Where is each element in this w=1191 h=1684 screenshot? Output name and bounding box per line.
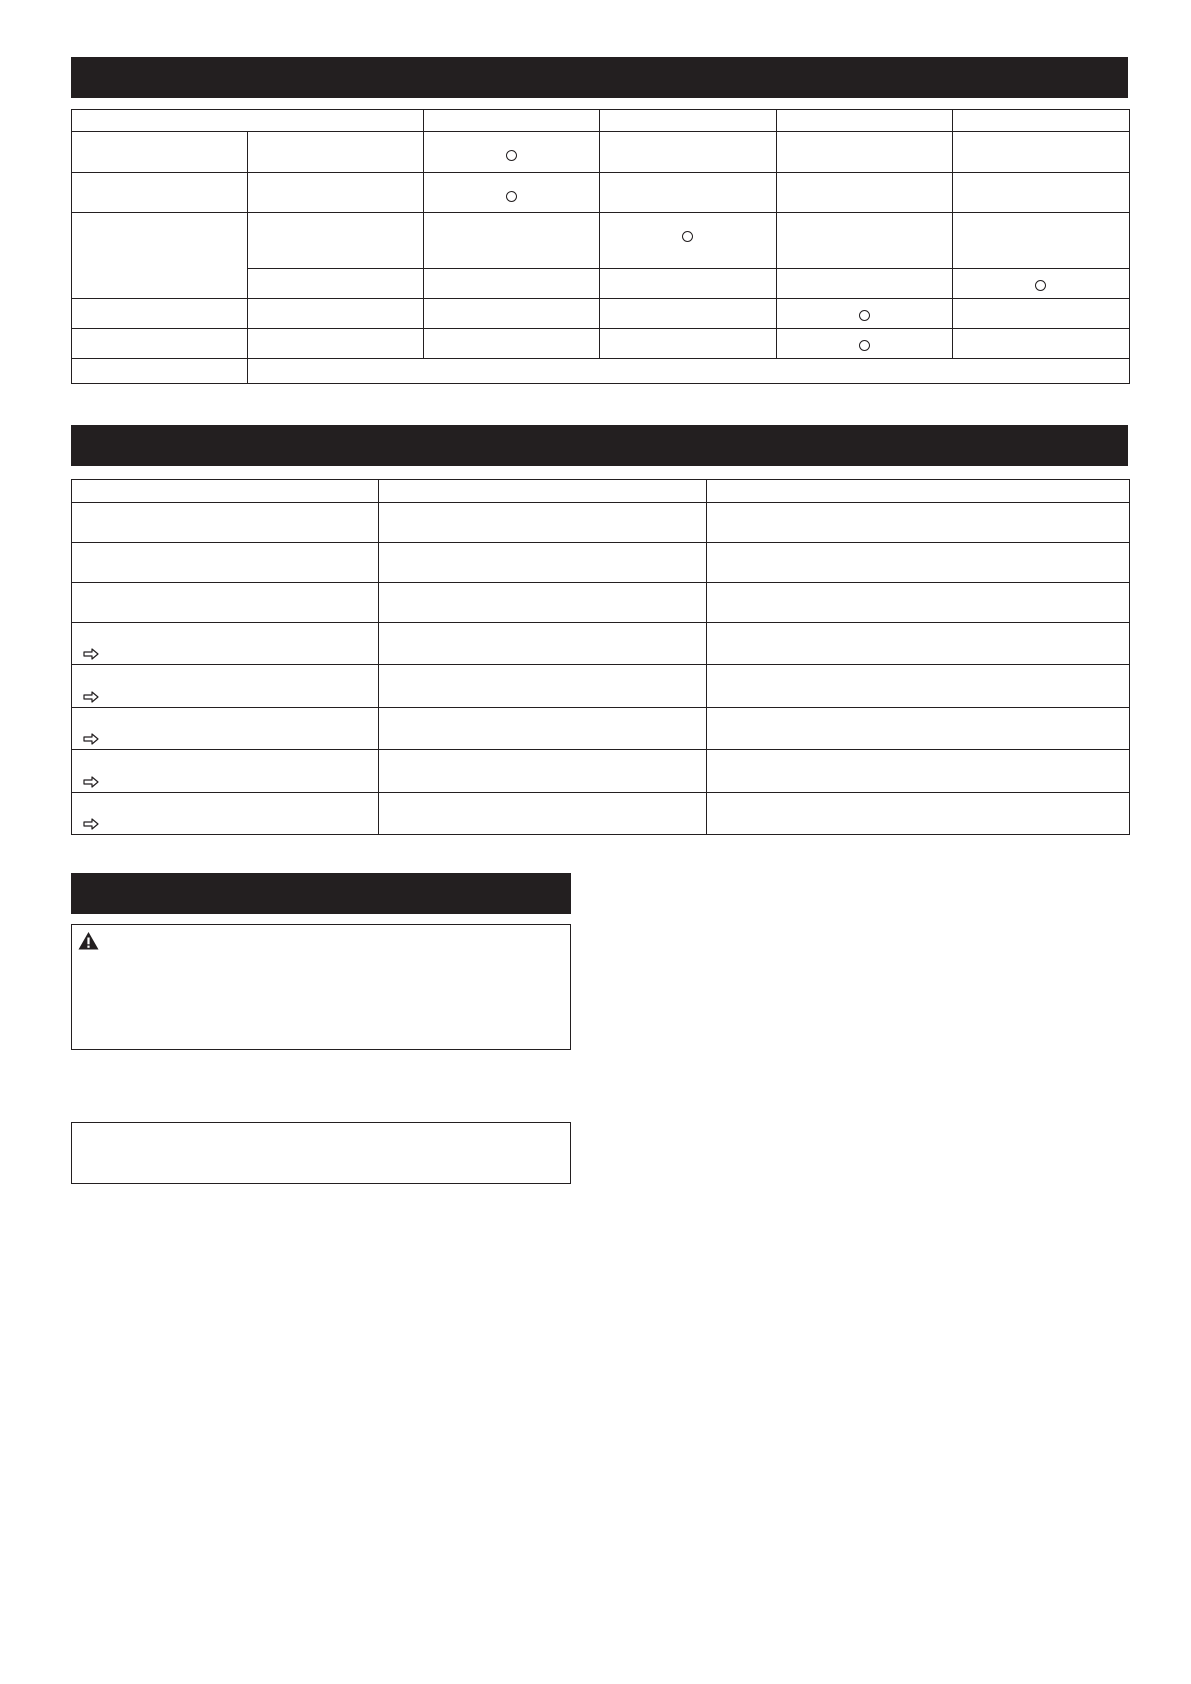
table-row bbox=[72, 623, 1130, 665]
table-cell bbox=[600, 299, 777, 329]
header-cell bbox=[72, 480, 379, 503]
table-cell bbox=[953, 299, 1130, 329]
header-cell bbox=[600, 110, 777, 132]
table-cell bbox=[424, 299, 600, 329]
header-cell bbox=[707, 480, 1130, 503]
header-cell bbox=[379, 480, 707, 503]
table-cell bbox=[600, 213, 777, 269]
table-row bbox=[72, 750, 1130, 793]
warning-box bbox=[71, 924, 571, 1050]
table-cell bbox=[72, 708, 379, 750]
table-header-row bbox=[72, 110, 1130, 132]
circle-mark-icon bbox=[506, 150, 517, 161]
table-cell bbox=[379, 665, 707, 708]
table-cell bbox=[600, 269, 777, 299]
table-cell bbox=[72, 543, 379, 583]
table-cell bbox=[72, 750, 379, 793]
table-cell bbox=[424, 213, 600, 269]
section-header-bar-1 bbox=[71, 57, 1128, 98]
table-cell bbox=[953, 329, 1130, 359]
table-cell bbox=[424, 269, 600, 299]
table-cell bbox=[424, 173, 600, 213]
table-cell bbox=[707, 708, 1130, 750]
table-cell bbox=[72, 665, 379, 708]
table-cell bbox=[379, 543, 707, 583]
row-label bbox=[72, 173, 248, 213]
table-row bbox=[72, 329, 1130, 359]
table-cell bbox=[777, 173, 953, 213]
table-cell bbox=[777, 132, 953, 173]
row-sublabel bbox=[248, 173, 424, 213]
table-cell bbox=[953, 269, 1130, 299]
table-cell bbox=[707, 750, 1130, 793]
section-header-bar-3 bbox=[71, 873, 571, 914]
table-header-row bbox=[72, 480, 1130, 503]
table-cell bbox=[424, 132, 600, 173]
table-cell bbox=[777, 299, 953, 329]
table-cell bbox=[707, 665, 1130, 708]
table-cell bbox=[953, 213, 1130, 269]
table-row bbox=[72, 359, 1130, 384]
table-cell bbox=[379, 750, 707, 793]
circle-mark-icon bbox=[682, 231, 693, 242]
table-cell bbox=[424, 329, 600, 359]
table-row bbox=[72, 132, 1130, 173]
header-cell bbox=[424, 110, 600, 132]
header-cell bbox=[72, 110, 424, 132]
table-cell bbox=[379, 503, 707, 543]
circle-mark-icon bbox=[506, 191, 517, 202]
table-cell bbox=[72, 503, 379, 543]
table-cell bbox=[600, 132, 777, 173]
row-sublabel bbox=[248, 269, 424, 299]
table-row bbox=[72, 793, 1130, 835]
troubleshooting-table bbox=[71, 479, 1130, 835]
table-row bbox=[72, 503, 1130, 543]
circle-mark-icon bbox=[1035, 280, 1046, 291]
row-sublabel bbox=[248, 299, 424, 329]
circle-mark-icon bbox=[859, 310, 870, 321]
row-sublabel bbox=[248, 132, 424, 173]
table-row bbox=[72, 213, 1130, 269]
compatibility-table bbox=[71, 109, 1130, 384]
arrow-right-icon bbox=[83, 776, 99, 788]
row-sublabel bbox=[248, 213, 424, 269]
table-row bbox=[72, 543, 1130, 583]
table-row bbox=[72, 665, 1130, 708]
table-row bbox=[72, 708, 1130, 750]
header-cell bbox=[953, 110, 1130, 132]
arrow-right-icon bbox=[83, 648, 99, 660]
row-label bbox=[72, 299, 248, 329]
arrow-right-icon bbox=[83, 733, 99, 745]
table-cell bbox=[953, 132, 1130, 173]
circle-mark-icon bbox=[859, 340, 870, 351]
table-cell bbox=[379, 708, 707, 750]
table-cell bbox=[72, 623, 379, 665]
header-cell bbox=[777, 110, 953, 132]
table-cell bbox=[777, 213, 953, 269]
table-row bbox=[72, 583, 1130, 623]
row-note bbox=[248, 359, 1130, 384]
table-cell bbox=[777, 329, 953, 359]
table-cell bbox=[707, 583, 1130, 623]
arrow-right-icon bbox=[83, 691, 99, 703]
section-header-bar-2 bbox=[71, 425, 1128, 466]
table-cell bbox=[379, 793, 707, 835]
table-cell bbox=[953, 173, 1130, 213]
table-cell bbox=[707, 793, 1130, 835]
table-cell bbox=[707, 623, 1130, 665]
row-label bbox=[72, 329, 248, 359]
table-cell bbox=[600, 329, 777, 359]
table-cell bbox=[72, 793, 379, 835]
row-label bbox=[72, 359, 248, 384]
table-row bbox=[72, 173, 1130, 213]
row-label bbox=[72, 132, 248, 173]
table-cell bbox=[379, 583, 707, 623]
table-cell bbox=[707, 543, 1130, 583]
row-label bbox=[72, 213, 248, 299]
warning-triangle-icon bbox=[78, 931, 99, 950]
table-cell bbox=[707, 503, 1130, 543]
table-cell bbox=[379, 623, 707, 665]
table-cell bbox=[72, 583, 379, 623]
table-cell bbox=[777, 269, 953, 299]
arrow-right-icon bbox=[83, 818, 99, 830]
note-box bbox=[71, 1122, 571, 1184]
table-cell bbox=[600, 173, 777, 213]
row-sublabel bbox=[248, 329, 424, 359]
table-row bbox=[72, 299, 1130, 329]
